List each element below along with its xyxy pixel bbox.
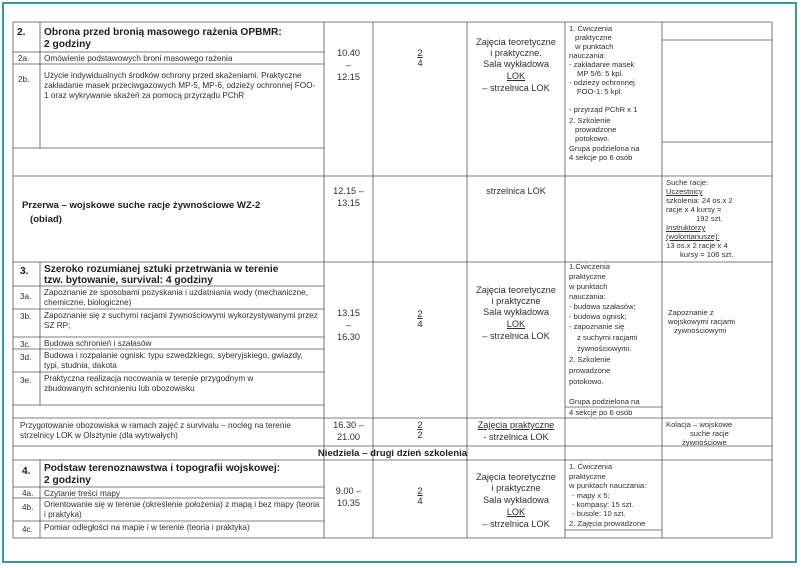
camp-form-line: Zajęcia praktyczne: [477, 420, 555, 430]
extra-line: kursy = 106 szt.: [680, 250, 734, 259]
notes-line: prowadzone: [569, 366, 611, 375]
hours-fraction: [410, 49, 430, 69]
extra-line: (wolontariusze):: [666, 232, 720, 241]
row-topic: Budowa schronień i szałasów: [44, 339, 152, 348]
notes-line: - przyrząd PChR x 1: [569, 105, 638, 114]
notes-line: 1. Ćwiczenia: [569, 24, 613, 33]
notes-line: nauczania:: [569, 292, 606, 301]
row-topic: Zapoznanie się z suchymi racjami żywnościowymi wykorzystywanymi przez SZ RP;: [44, 311, 318, 330]
notes-line: - budowa ognisk;: [569, 312, 627, 321]
hours-fraction: [410, 487, 430, 507]
row-topic: Orientowanie się w terenie (określenie położenia) z mapą i bez mapy (teoria i praktyka): [44, 500, 320, 519]
notes-line: FOO-1: 5 kpl.: [577, 87, 623, 96]
extra-line: racje x 4 kursy =: [666, 205, 722, 214]
extra-line: 192 szt.: [696, 214, 723, 223]
notes-line: w punktach: [575, 42, 614, 51]
notes-line: w punktach nauczania:: [569, 481, 647, 490]
hours-denominator: 4: [417, 319, 423, 330]
row-code: 3c.: [20, 340, 31, 349]
form-line: LOK: [506, 319, 526, 329]
camp-form-line: - strzelnica LOK: [483, 432, 549, 442]
notes-line: praktyczne: [569, 472, 606, 481]
row-topic: Zapoznanie ze sposobami pozyskania i uzdatniania wody (mechaniczne, chemiczne, biologiczne): [44, 288, 308, 307]
section-title: Obrona przed bronią masowego rażenia OPBMR:: [44, 27, 282, 38]
hours-denominator: 4: [417, 496, 423, 507]
form-line: Zajęcia teoretyczne: [476, 37, 556, 47]
notes-line: Grupa podzielona na: [569, 397, 640, 406]
row-topic: Omówienie podstawowych broni masowego rażenia: [44, 54, 233, 63]
notes-line: - budowa szałasów;: [569, 302, 636, 311]
section-number: 3.: [20, 266, 29, 277]
break-time-end: 13.15: [337, 198, 360, 208]
form-line: Sala wykładowa: [483, 307, 549, 317]
notes-line: 2. Szkolenie: [569, 116, 611, 125]
break-time-start: 12.15 –: [333, 186, 364, 196]
hours-numerator: 2: [417, 309, 423, 320]
notes-line: - kompasy: 15 szt.: [572, 500, 634, 509]
break-place: strzelnica LOK: [486, 186, 546, 196]
camp-time-start: 16.30 –: [333, 420, 364, 430]
form-line: – strzelnica LOK: [482, 331, 550, 341]
form-line: i praktyczne: [491, 296, 541, 306]
row-topic: Budowa i rozpalanie ognisk: typu szwedzkiego, syberyjskiego, gwiazdy, typi, studnia, dakota: [44, 351, 303, 370]
section-title: Szeroko rozumianej sztuki przetrwania w terenie: [44, 264, 279, 275]
row-code: 2a.: [18, 54, 30, 63]
hours-numerator: 2: [417, 420, 423, 431]
time-end: 16.30: [337, 332, 360, 342]
form-line: i praktyczne: [491, 483, 541, 493]
form-line: i praktyczne.: [490, 48, 542, 58]
day-header: Niedziela – drugi dzień szkolenia: [317, 448, 468, 459]
break-subtitle: (obiad): [30, 214, 62, 225]
form-line: Zajęcia teoretyczne: [476, 285, 556, 295]
notes-line: - mapy x 5;: [572, 491, 610, 500]
extra-line: szkolenia: 24 os.x 2: [666, 196, 733, 205]
row-topic: Czytanie treści mapy: [44, 489, 120, 498]
hours-numerator: 2: [417, 48, 423, 59]
extra-line: Instruktorzy: [666, 223, 706, 232]
notes-line: praktyczne: [569, 272, 606, 281]
row-topic: Użycie indywidualnych środków ochrony przed skażeniami. Praktyczne zakładanie masek przeciwgazowych MP-5, MP-6, odzieży ochronnej FOO-1 oraz wykrywanie skażeń za pomocą przyrządu PChR: [44, 71, 316, 100]
camp-text: Przygotowanie obozowiska w ramach zajęć z survivalu – nocleg na terenie strzelnicy LOK w Olsztynie (dla wytrwałych): [20, 421, 291, 440]
time-start: 13.15: [337, 308, 360, 318]
form-line: – strzelnica LOK: [482, 83, 550, 93]
notes-line: - zakładanie masek: [569, 60, 635, 69]
hours-denominator: 4: [417, 58, 423, 69]
extra-line: żywnościowymi: [674, 326, 727, 335]
notes-line: praktyczne: [575, 33, 612, 42]
notes-line: Grupa podzielona na: [569, 144, 640, 153]
row-code: 3a.: [20, 292, 32, 301]
time-dash: –: [345, 60, 352, 70]
notes-line: 2. Szkolenie: [569, 355, 611, 364]
notes-line: prowadzone: [575, 125, 617, 134]
camp-time-end: 21.00: [337, 432, 360, 442]
form-line: Sala wykładowa: [483, 59, 549, 69]
form-line: – strzelnica LOK: [482, 519, 550, 529]
hours-fraction: [410, 421, 430, 441]
extra-line: żywnościowe: [682, 438, 727, 447]
section-number: 2.: [17, 27, 26, 38]
section-title-hours: 2 godziny: [44, 475, 91, 486]
time-start: 10.40: [337, 48, 360, 58]
row-code: 4c.: [22, 525, 33, 534]
extra-line: wojskowymi racjami: [668, 317, 736, 326]
row-code: 4b.: [22, 503, 34, 512]
section-title: Podstaw terenoznawstwa i topografii wojskowej:: [44, 463, 281, 474]
notes-line: 4 sekcje po 6 osób: [569, 408, 633, 417]
notes-line: - zapoznanie się: [569, 322, 625, 331]
notes-line: - odzieży ochronnej: [569, 78, 635, 87]
extra-line: Uczestnicy: [666, 187, 703, 196]
hours-numerator: 2: [417, 486, 423, 497]
notes-line: nauczania:: [569, 51, 606, 60]
row-topic: Pomiar odległości na mapie i w terenie (teoria i praktyka): [44, 523, 250, 532]
hours-fraction: [410, 310, 430, 330]
section-title-hours: tzw. bytowanie, survival: 4 godziny: [44, 275, 213, 286]
row-code: 2b.: [18, 75, 30, 84]
form-line: Sala wykładowa: [483, 495, 549, 505]
notes-line: 1. Ćwiczenia: [569, 462, 613, 471]
row-code: 3b.: [20, 312, 32, 321]
time-dash: –: [345, 320, 352, 330]
notes-line: 1.Ćwiczenia: [569, 262, 610, 271]
extra-line: Zapoznanie z: [668, 308, 714, 317]
extra-line: 13 os.x 2 racje x 4: [666, 241, 728, 250]
section-number: 4.: [22, 466, 31, 477]
form-line: Zajęcia teoretyczne: [476, 472, 556, 482]
notes-line: w punktach: [569, 282, 608, 291]
row-code: 3d.: [20, 353, 32, 362]
notes-line: MP 5/6: 5 kpl.: [577, 69, 624, 78]
form-line: LOK: [506, 71, 526, 81]
notes-line: potokowo.: [569, 377, 604, 386]
notes-line: potokowo.: [575, 134, 610, 143]
row-code: 3e.: [20, 376, 32, 385]
row-topic: Praktyczna realizacja nocowania w terenie przygodnym w zbudowanym schronieniu lub obozowisku: [44, 374, 254, 393]
extra-line: Kolacja – wojskowe: [666, 420, 733, 429]
section-title-hours: 2 godziny: [44, 39, 91, 50]
time-start: 9.00 –: [335, 486, 362, 496]
notes-line: 2. Zajęcia prowadzone: [569, 519, 646, 528]
form-line: LOK: [506, 507, 526, 517]
notes-line: z suchymi racjami: [577, 333, 638, 342]
notes-line: 4 sekcje po 6 osób: [569, 153, 633, 162]
break-title: Przerwa – wojskowe suche racje żywnościowe WZ-2: [22, 200, 261, 211]
hours-denominator: 2: [417, 430, 423, 441]
notes-line: żywnościowymi.: [577, 344, 632, 353]
time-end: 12.15: [337, 72, 360, 82]
notes-line: - busole: 10 szt.: [572, 509, 626, 518]
extra-line: suche racje: [690, 429, 729, 438]
extra-line: Suche racje:: [666, 178, 709, 187]
time-end: 10.35: [337, 498, 360, 508]
row-code: 4a.: [22, 489, 34, 498]
